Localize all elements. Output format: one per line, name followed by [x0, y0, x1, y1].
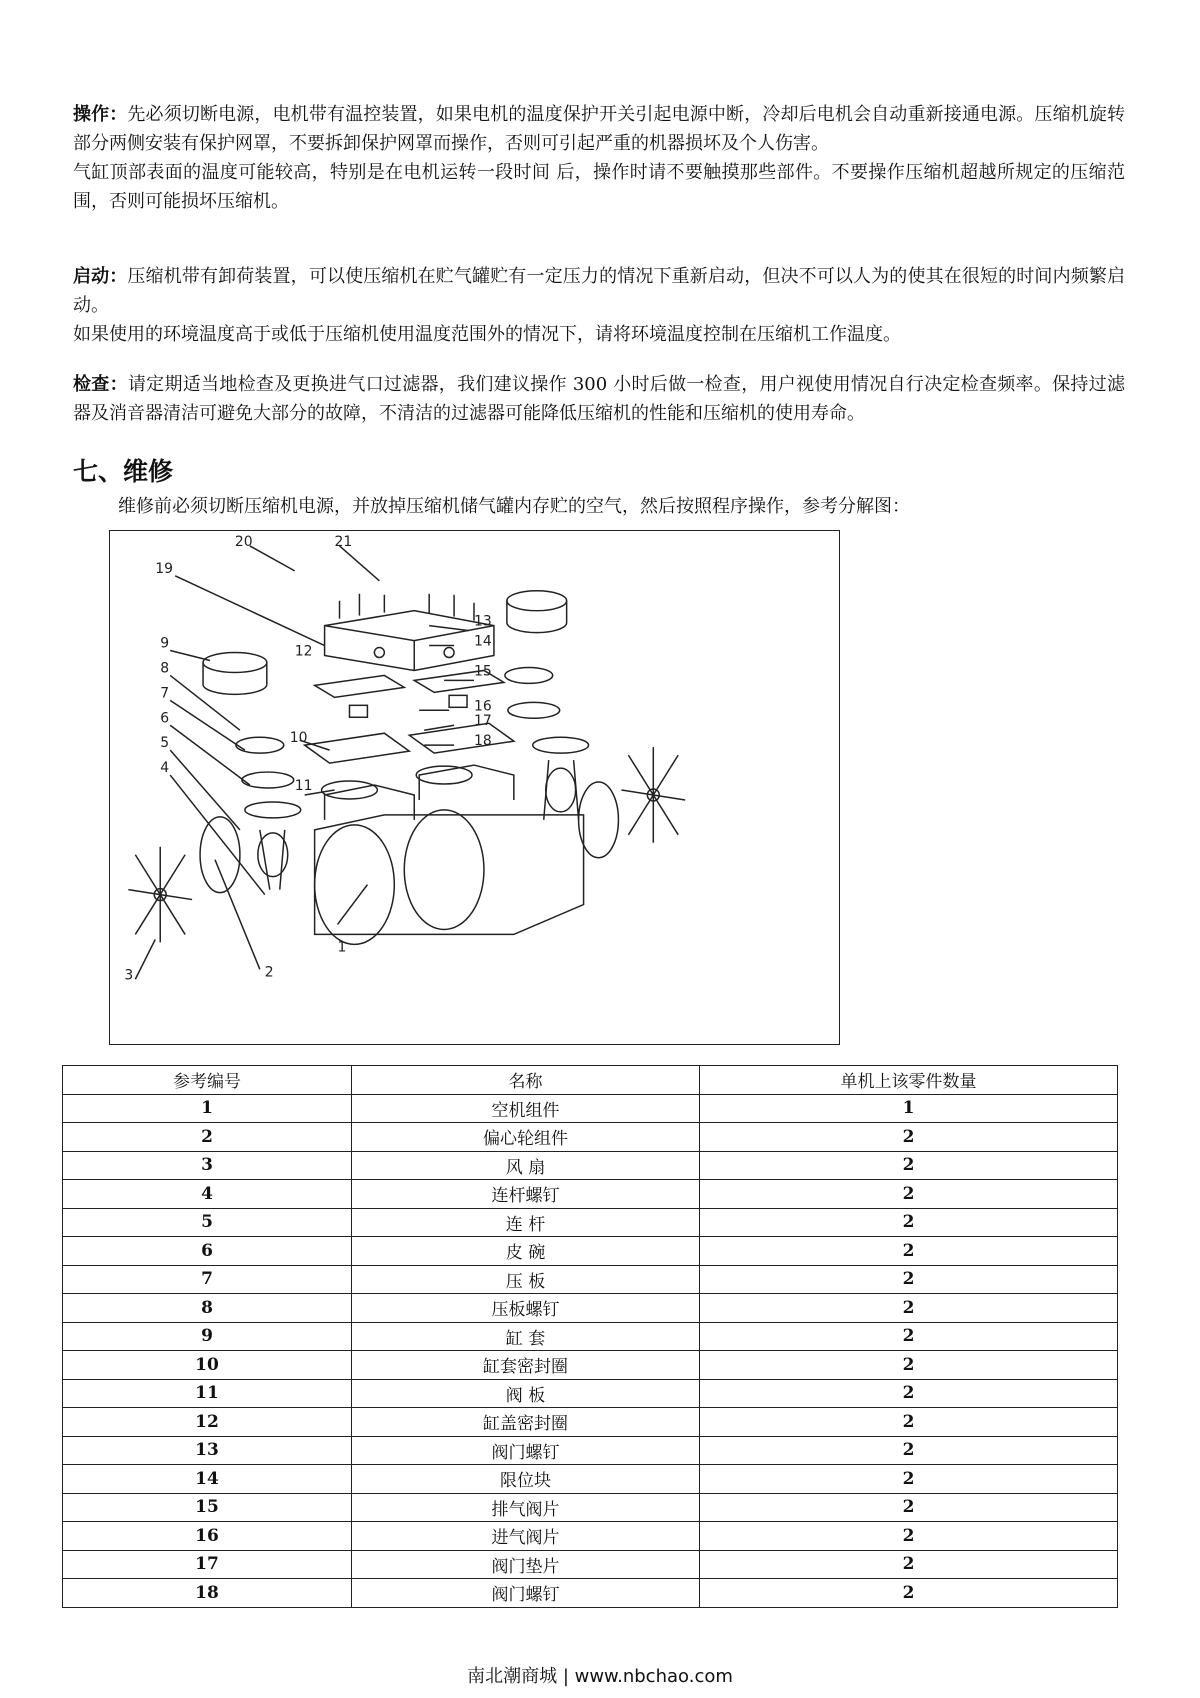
cell-ref-number: 2 [63, 1123, 352, 1152]
cell-ref-number: 4 [63, 1180, 352, 1209]
text: 请定期适当地检查及更换进气口过滤器，我们建议操作 300 小时后做一检查，用户视使用情况自行决定检查频率。保持过滤器及消音器清洁可避免大部分的故障，不清洁的过滤器可能降低压缩机的性能和压缩机的使用寿命。 [73, 374, 1126, 424]
table-row [63, 1522, 1118, 1551]
cell-part-name: 缸盖密封圈 [352, 1408, 700, 1437]
parts-table [62, 1065, 1118, 1608]
text: 压缩机带有卸荷装置，可以使压缩机在贮气罐贮有一定压力的情况下重新启动，但决不可以人为的使其在很短的时间内频繁启动。 [73, 266, 1125, 316]
cell-part-name: 缸 套 [352, 1322, 700, 1351]
footer-site: 南北潮商城 | www.nbchao.com [467, 1666, 733, 1687]
cylinder-head-assembly [325, 594, 494, 671]
cell-quantity: 2 [700, 1123, 1118, 1152]
diagram-callout-label: 14 [474, 633, 492, 650]
section-inspection [73, 370, 1125, 428]
table-row [63, 1379, 1118, 1408]
exploded-drawing [110, 531, 839, 1044]
column-header: 名称 [352, 1066, 700, 1095]
cell-quantity: 2 [700, 1237, 1118, 1266]
exploded-view-diagram [109, 530, 840, 1045]
diagram-callout-label: 1 [337, 939, 347, 956]
diagram-callout-label: 6 [160, 710, 170, 727]
label: 操作： [73, 104, 128, 125]
cell-part-name: 偏心轮组件 [352, 1123, 700, 1152]
diagram-callout-label: 13 [474, 613, 492, 630]
diagram-callout-label: 15 [474, 663, 492, 680]
table-row [63, 1237, 1118, 1266]
cell-part-name: 限位块 [352, 1465, 700, 1494]
label: 启动： [73, 266, 128, 287]
paragraph [73, 262, 1125, 320]
table-row [63, 1465, 1118, 1494]
cell-quantity: 2 [700, 1294, 1118, 1323]
cell-ref-number: 16 [63, 1522, 352, 1551]
cell-part-name: 缸套密封圈 [352, 1351, 700, 1380]
cell-part-name: 连杆螺钉 [352, 1180, 700, 1209]
cell-quantity: 2 [700, 1579, 1118, 1608]
diagram-callout-label: 21 [334, 533, 353, 550]
cell-quantity: 2 [700, 1151, 1118, 1180]
cell-quantity: 2 [700, 1322, 1118, 1351]
cell-part-name: 压板螺钉 [352, 1294, 700, 1323]
diagram-callout-label: 5 [160, 735, 170, 752]
intro-text: 维修前必须切断压缩机电源，并放掉压缩机储气罐内存贮的空气，然后按照程序操作，参考分解图： [118, 496, 910, 517]
cell-quantity: 2 [700, 1208, 1118, 1237]
table-row [63, 1550, 1118, 1579]
diagram-callout-label: 16 [474, 698, 492, 715]
cell-quantity: 1 [700, 1094, 1118, 1123]
paragraph [73, 320, 1125, 349]
cell-part-name: 排气阀片 [352, 1493, 700, 1522]
paragraph [73, 158, 1125, 216]
diagram-callout-label: 17 [474, 713, 492, 730]
diagram-callout-label: 3 [124, 967, 134, 984]
diagram-callout-label: 9 [160, 635, 170, 652]
diagram-callout-label: 19 [155, 560, 173, 577]
table-row [63, 1579, 1118, 1608]
table-row [63, 1351, 1118, 1380]
cell-quantity: 2 [700, 1379, 1118, 1408]
cell-ref-number: 8 [63, 1294, 352, 1323]
diagram-callout-label: 2 [264, 964, 274, 981]
table-row [63, 1294, 1118, 1323]
cell-quantity: 2 [700, 1465, 1118, 1494]
table-row [63, 1123, 1118, 1152]
cell-ref-number: 5 [63, 1208, 352, 1237]
cell-part-name: 进气阀片 [352, 1522, 700, 1551]
text: 气缸顶部表面的温度可能较高，特别是在电机运转一段时间 后，操作时请不要触摸那些部件。不要操作压缩机超越所规定的压缩范围，否则可能损坏压缩机。 [73, 162, 1125, 212]
cell-part-name: 阀门螺钉 [352, 1579, 700, 1608]
diagram-callout-label: 12 [294, 643, 313, 660]
cell-part-name: 空机组件 [352, 1094, 700, 1123]
cell-quantity: 2 [700, 1550, 1118, 1579]
cell-ref-number: 12 [63, 1408, 352, 1437]
cell-quantity: 2 [700, 1180, 1118, 1209]
cell-quantity: 2 [700, 1408, 1118, 1437]
paragraph [73, 370, 1125, 428]
cell-quantity: 2 [700, 1522, 1118, 1551]
cell-ref-number: 9 [63, 1322, 352, 1351]
cell-part-name: 阀 板 [352, 1379, 700, 1408]
cell-part-name: 连 杆 [352, 1208, 700, 1237]
diagram-callout-label: 11 [294, 777, 313, 794]
table-row [63, 1208, 1118, 1237]
section-operation [73, 100, 1125, 216]
cell-ref-number: 17 [63, 1550, 352, 1579]
fan-left [128, 847, 192, 943]
diagram-callout-label: 7 [160, 685, 170, 702]
table-row [63, 1322, 1118, 1351]
table-row [63, 1180, 1118, 1209]
section-heading: 七、维修 [73, 457, 174, 486]
cell-part-name: 风 扇 [352, 1151, 700, 1180]
diagram-callout-label: 18 [474, 733, 492, 750]
label: 检查： [73, 374, 128, 395]
section-startup [73, 262, 1125, 349]
cell-ref-number: 18 [63, 1579, 352, 1608]
cell-ref-number: 7 [63, 1265, 352, 1294]
diagram-callout-label: 10 [289, 730, 308, 747]
table-row [63, 1493, 1118, 1522]
table-row [63, 1151, 1118, 1180]
cell-part-name: 压 板 [352, 1265, 700, 1294]
cell-part-name: 阀门垫片 [352, 1550, 700, 1579]
cell-ref-number: 15 [63, 1493, 352, 1522]
diagram-callout-label: 20 [234, 533, 253, 550]
cell-ref-number: 10 [63, 1351, 352, 1380]
cell-part-name: 阀门螺钉 [352, 1436, 700, 1465]
cell-part-name: 皮 碗 [352, 1237, 700, 1266]
cell-ref-number: 6 [63, 1237, 352, 1266]
diagram-callout-label: 4 [160, 760, 170, 777]
table-row [63, 1436, 1118, 1465]
paragraph [73, 100, 1125, 158]
cell-quantity: 2 [700, 1265, 1118, 1294]
cell-ref-number: 14 [63, 1465, 352, 1494]
column-header: 单机上该零件数量 [700, 1066, 1118, 1095]
table-row [63, 1094, 1118, 1123]
fan-right [621, 747, 685, 843]
text: 如果使用的环境温度高于或低于压缩机使用温度范围外的情况下，请将环境温度控制在压缩机工作温度。 [73, 324, 901, 345]
column-header: 参考编号 [63, 1066, 352, 1095]
table-row [63, 1408, 1118, 1437]
text: 先必须切断电源，电机带有温控装置，如果电机的温度保护开关引起电源中断，冷却后电机会自动重新接通电源。压缩机旋转部分两侧安装有保护网罩，不要拆卸保护网罩而操作，否则可引起严重的机器损坏及个人伤害。 [73, 104, 1125, 154]
table-header-row [63, 1066, 1118, 1095]
cell-quantity: 2 [700, 1351, 1118, 1380]
cell-ref-number: 13 [63, 1436, 352, 1465]
cell-ref-number: 1 [63, 1094, 352, 1123]
cell-quantity: 2 [700, 1436, 1118, 1465]
table-row [63, 1265, 1118, 1294]
cell-quantity: 2 [700, 1493, 1118, 1522]
cell-ref-number: 11 [63, 1379, 352, 1408]
diagram-callout-label: 8 [160, 660, 170, 677]
cell-ref-number: 3 [63, 1151, 352, 1180]
